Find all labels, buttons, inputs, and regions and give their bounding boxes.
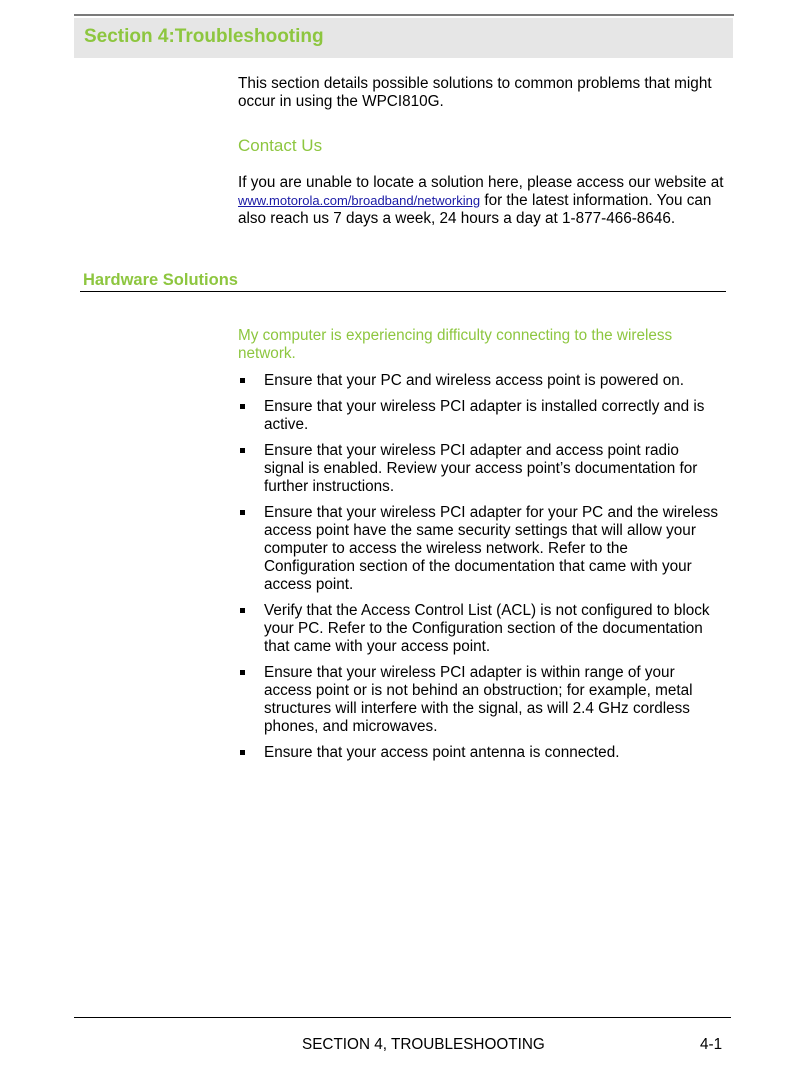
list-item <box>238 664 720 736</box>
list-item <box>238 442 720 496</box>
footer-section-title: SECTION 4, TROUBLESHOOTING <box>302 1036 545 1053</box>
solution-list <box>238 372 720 770</box>
bullet-icon <box>240 404 245 409</box>
list-item <box>238 398 720 434</box>
hardware-heading-rule <box>80 291 726 292</box>
hardware-solutions-heading: Hardware Solutions <box>83 271 238 289</box>
bullet-icon <box>240 750 245 755</box>
top-rule <box>74 14 734 16</box>
contact-paragraph <box>238 174 728 228</box>
list-item <box>238 504 720 594</box>
section-banner <box>74 18 733 58</box>
bullet-icon <box>240 378 245 383</box>
intro-paragraph: This section details possible solutions to common problems that might occur in using the WPCI810G. <box>238 75 712 110</box>
list-item-text: Ensure that your PC and wireless access point is powered on. <box>264 372 685 389</box>
list-item <box>238 602 720 656</box>
footer-rule <box>74 1017 731 1018</box>
section-title: Section 4:Troubleshooting <box>84 26 324 47</box>
bullet-icon <box>240 608 245 613</box>
contact-text-after-link: for the latest information. You can also reach us 7 days a week, 24 hours a day at 1-877-466-8646. <box>238 192 712 227</box>
contact-text-before-link: If you are unable to locate a solution here, please access our website at <box>238 174 724 191</box>
list-item <box>238 372 720 390</box>
problem-statement: My computer is experiencing difficulty connecting to the wireless network. <box>238 327 673 362</box>
list-item <box>238 744 720 762</box>
bullet-icon <box>240 670 245 675</box>
list-item-text: Verify that the Access Control List (ACL) is not configured to block your PC. Refer to the Configuration section of the documentation that came with your access point. <box>264 602 710 655</box>
bullet-icon <box>240 448 245 453</box>
bullet-icon <box>240 510 245 515</box>
list-item-text: Ensure that your wireless PCI adapter and access point radio signal is enabled. Review your access point’s documentation for further instructions. <box>264 442 698 495</box>
page-number: 4-1 <box>700 1036 723 1053</box>
contact-heading: Contact Us <box>238 136 323 155</box>
list-item-text: Ensure that your wireless PCI adapter is installed correctly and is active. <box>264 398 705 433</box>
website-link[interactable]: www.motorola.com/broadband/networking <box>238 193 481 208</box>
list-item-text: Ensure that your access point antenna is connected. <box>264 744 620 761</box>
list-item-text: Ensure that your wireless PCI adapter is within range of your access point or is not behind an obstruction; for example, metal structures will interfere with the signal, as will 2.4 GHz cordless phones, and microwaves. <box>264 664 693 735</box>
list-item-text: Ensure that your wireless PCI adapter for your PC and the wireless access point have the same security settings that will allow your computer to access the wireless network. Refer to the Configuration section of the documentation that came with your access point. <box>264 504 719 593</box>
